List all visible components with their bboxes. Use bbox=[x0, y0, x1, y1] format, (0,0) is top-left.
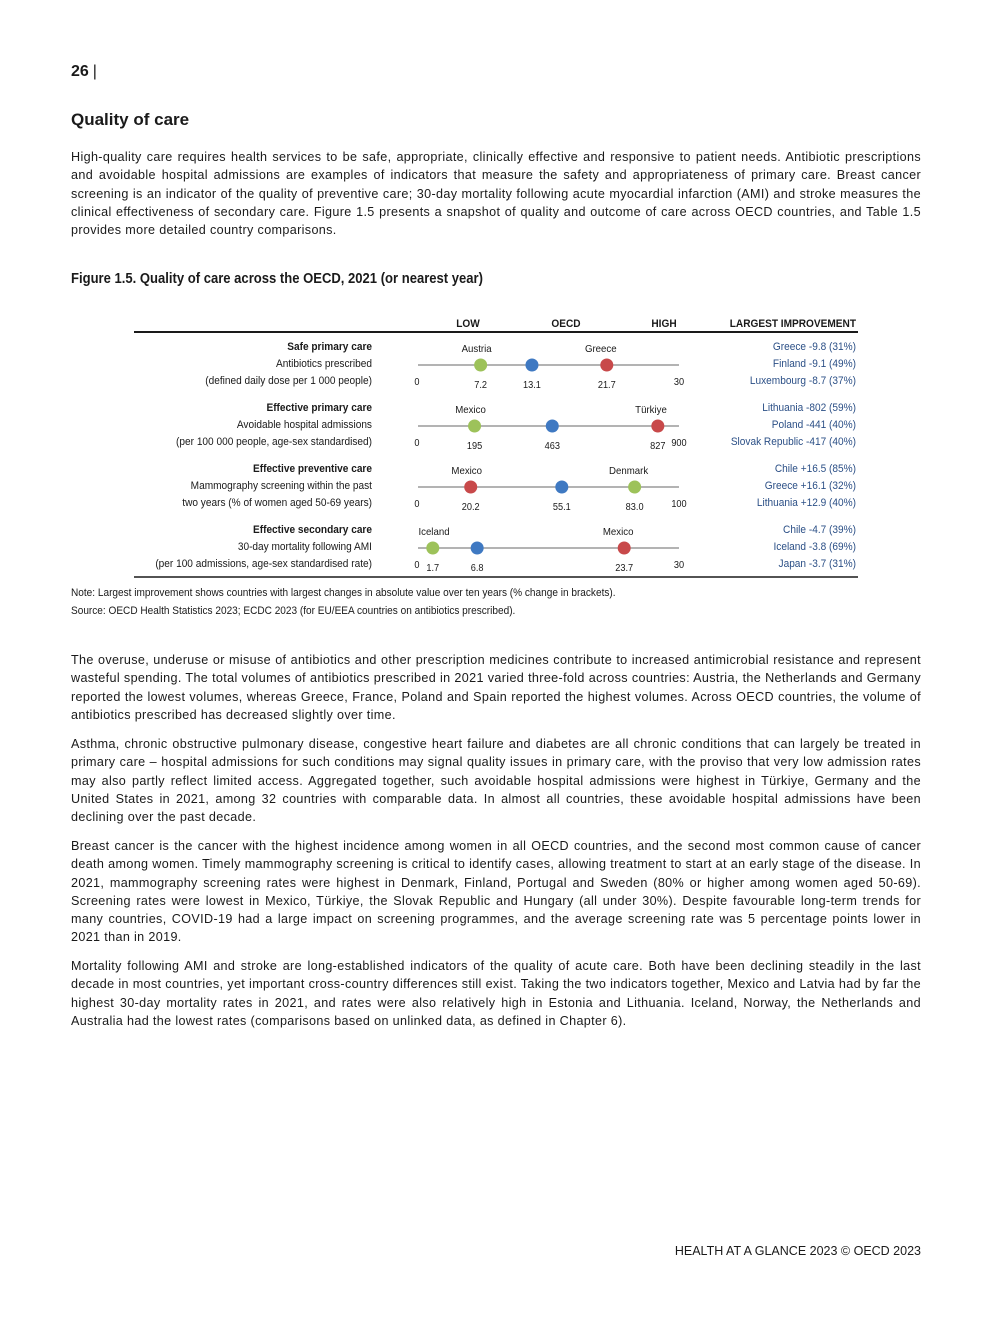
body-paragraph-antibiotics: The overuse, underuse or misuse of antibiotics and other prescription medicines contribute to increased antimicrobial resistance and represent wasteful spending. The total volumes of antibiotics prescribed in 2021 varied three-fold across countries: Austria, the Netherlands and Germany reported the lowest volumes, whereas Greece, France, Poland and Spain reported the highest volumes. Across OECD countries, the volume of antibiotics prescribed has decreased slightly over time. bbox=[71, 653, 921, 722]
low-value-label: 7.2 bbox=[474, 379, 488, 392]
chart-rows bbox=[155, 341, 856, 574]
oecd-value-label: 463 bbox=[544, 440, 560, 453]
high-point bbox=[600, 359, 613, 372]
improvement-entry: Lithuania +12.9 (40%) bbox=[756, 496, 856, 510]
quality-of-care-chart bbox=[0, 0, 992, 640]
body-paragraph-admissions: Asthma, chronic obstructive pulmonary disease, congestive heart failure and diabetes are all chronic conditions that can largely be treated in primary care – hospital admissions for such conditions may signal quality issues in primary care, with the proviso that very low admission rates may also partly reflect limited access. Aggregated together, such avoidable hospital admissions were highest in Türkiye, Germany and the United States in 2021, among 32 countries with comparable data. In almost all countries, these avoidable hospital admissions have been declining over the past decade. bbox=[71, 737, 921, 825]
high-point bbox=[618, 542, 631, 555]
low-point bbox=[426, 542, 439, 555]
low-value-label: 83.0 bbox=[625, 501, 644, 514]
intro-paragraph: High-quality care requires health services to be safe, appropriate, clinically effective and responsive to patient needs. Antibiotic prescriptions and avoidable hospital admissions are examples of indicators that measure the safety and appropriateness of primary care. Breast cancer screening is an indicator of the quality of preventive care; 30-day mortality following acute myocardial infarction (AMI) and stroke measures the clinical effectiveness of secondary care. Figure 1.5 presents a snapshot of quality and outcome of care across OECD countries, and Table 1.5 provides more detailed country comparisons. bbox=[71, 150, 921, 238]
row-indicator: 30-day mortality following AMI bbox=[237, 540, 372, 554]
figure-note: Note: Largest improvement shows countries with largest changes in absolute value over ten years (% change in brackets). bbox=[71, 587, 616, 599]
axis-min-label: 0 bbox=[414, 437, 420, 450]
high-country-label: Greece bbox=[584, 343, 617, 356]
oecd-point bbox=[555, 481, 568, 494]
improvement-entry: Finland -9.1 (49%) bbox=[772, 357, 856, 371]
low-value-label: 195 bbox=[466, 440, 483, 453]
improvement-entry: Chile -4.7 (39%) bbox=[783, 523, 856, 537]
row-unit: two years (% of women aged 50-69 years) bbox=[182, 496, 372, 510]
improvement-entry: Lithuania -802 (59%) bbox=[762, 401, 856, 415]
figure-title: Figure 1.5. Quality of care across the OECD, 2021 (or nearest year) bbox=[71, 271, 483, 287]
row-heading: Effective primary care bbox=[266, 401, 372, 415]
high-value-label: 23.7 bbox=[615, 562, 634, 575]
header-high: HIGH bbox=[651, 317, 677, 331]
page-number-value: 26 bbox=[71, 63, 89, 80]
body-paragraph-screening: Breast cancer is the cancer with the highest incidence among women in all OECD countries, and the second most common cause of cancer death among women. Timely mammography screening is critical to identify cases, allowing treatment to start at an early stage of the disease. In 2021, mammography screening rates were highest in Denmark, Finland, Portugal and Sweden (80% or higher among women aged 50-69). Screening rates were lowest in Mexico, Türkiye, the Slovak Republic and Hungary (all under 30%). Despite favourable long-term trends for many countries, COVID-19 had a large impact on screening programmes, and the average screening rate was 5 percentage points lower in 2021 than in 2019. bbox=[71, 839, 921, 945]
row-indicator: Antibiotics prescribed bbox=[276, 357, 372, 371]
body-paragraph-mortality: Mortality following AMI and stroke are long-established indicators of the quality of acute care. Both have been declining steadily in the last decade in most countries, yet important cross-country differences still exist. Taking the two indicators together, Mexico and Latvia had by far the highest 30-day mortality rates in 2021, and rates were also relatively high in Estonia and Lithuania. Iceland, Norway, the Netherlands and Australia had the lowest rates (comparisons based on unlinked data, as defined in Chapter 6). bbox=[71, 959, 921, 1028]
improvement-entry: Japan -3.7 (31%) bbox=[778, 557, 856, 571]
improvement-entry: Greece -9.8 (31%) bbox=[772, 340, 856, 354]
axis-min-label: 0 bbox=[414, 498, 420, 511]
high-country-label: Türkiye bbox=[635, 404, 667, 417]
low-country-label: Austria bbox=[461, 343, 492, 356]
oecd-value-label: 13.1 bbox=[523, 379, 541, 392]
high-country-label: Denmark bbox=[609, 465, 649, 478]
axis-max-label: 900 bbox=[671, 437, 687, 450]
page-footer: HEALTH AT A GLANCE 2023 © OECD 2023 bbox=[674, 1244, 921, 1258]
row-indicator: Mammography screening within the past bbox=[190, 479, 372, 493]
improvement-entry: Chile +16.5 (85%) bbox=[774, 462, 856, 476]
improvement-entry: Iceland -3.8 (69%) bbox=[773, 540, 856, 554]
low-point bbox=[628, 481, 641, 494]
high-value-label: 21.7 bbox=[597, 379, 616, 392]
axis-max-label: 30 bbox=[673, 376, 685, 389]
row-unit: (defined daily dose per 1 000 people) bbox=[205, 374, 372, 388]
row-indicator: Avoidable hospital admissions bbox=[236, 418, 372, 432]
oecd-point bbox=[471, 542, 484, 555]
low-value-label: 1.7 bbox=[426, 562, 440, 575]
oecd-value-label: 55.1 bbox=[552, 501, 571, 514]
header-largest-improvement: LARGEST IMPROVEMENT bbox=[729, 317, 856, 331]
oecd-value-label: 6.8 bbox=[470, 562, 484, 575]
row-unit: (per 100 admissions, age-sex standardised rate) bbox=[155, 557, 372, 571]
low-point bbox=[468, 420, 481, 433]
high-point bbox=[464, 481, 477, 494]
row-heading: Effective secondary care bbox=[252, 523, 372, 537]
page-number bbox=[71, 63, 97, 81]
axis-min-label: 0 bbox=[414, 376, 420, 389]
high-value-label: 20.2 bbox=[461, 501, 480, 514]
low-country-label: Mexico bbox=[455, 404, 486, 417]
figure-source: Source: OECD Health Statistics 2023; ECDC 2023 (for EU/EEA countries on antibiotics prescribed). bbox=[71, 605, 516, 617]
header-low: LOW bbox=[456, 317, 480, 331]
improvement-entry: Slovak Republic -417 (40%) bbox=[730, 435, 856, 449]
improvement-entry: Luxembourg -8.7 (37%) bbox=[749, 374, 856, 388]
row-unit: (per 100 000 people, age-sex standardised) bbox=[176, 435, 372, 449]
section-title: Quality of care bbox=[71, 110, 190, 129]
header-oecd: OECD bbox=[551, 317, 581, 331]
axis-max-label: 30 bbox=[673, 559, 685, 572]
high-point bbox=[651, 420, 664, 433]
page-number-separator: | bbox=[92, 63, 97, 80]
low-point bbox=[474, 359, 487, 372]
low-country-label: Iceland bbox=[418, 526, 450, 539]
high-value-label: 827 bbox=[650, 440, 666, 453]
row-heading: Safe primary care bbox=[287, 340, 372, 354]
low-country-label: Mexico bbox=[451, 465, 483, 478]
improvement-entry: Poland -441 (40%) bbox=[771, 418, 856, 432]
improvement-entry: Greece +16.1 (32%) bbox=[764, 479, 856, 493]
oecd-point bbox=[525, 359, 538, 372]
axis-max-label: 100 bbox=[671, 498, 687, 511]
row-heading: Effective preventive care bbox=[252, 462, 372, 476]
high-country-label: Mexico bbox=[602, 526, 634, 539]
oecd-point bbox=[546, 420, 559, 433]
axis-min-label: 0 bbox=[414, 559, 420, 572]
